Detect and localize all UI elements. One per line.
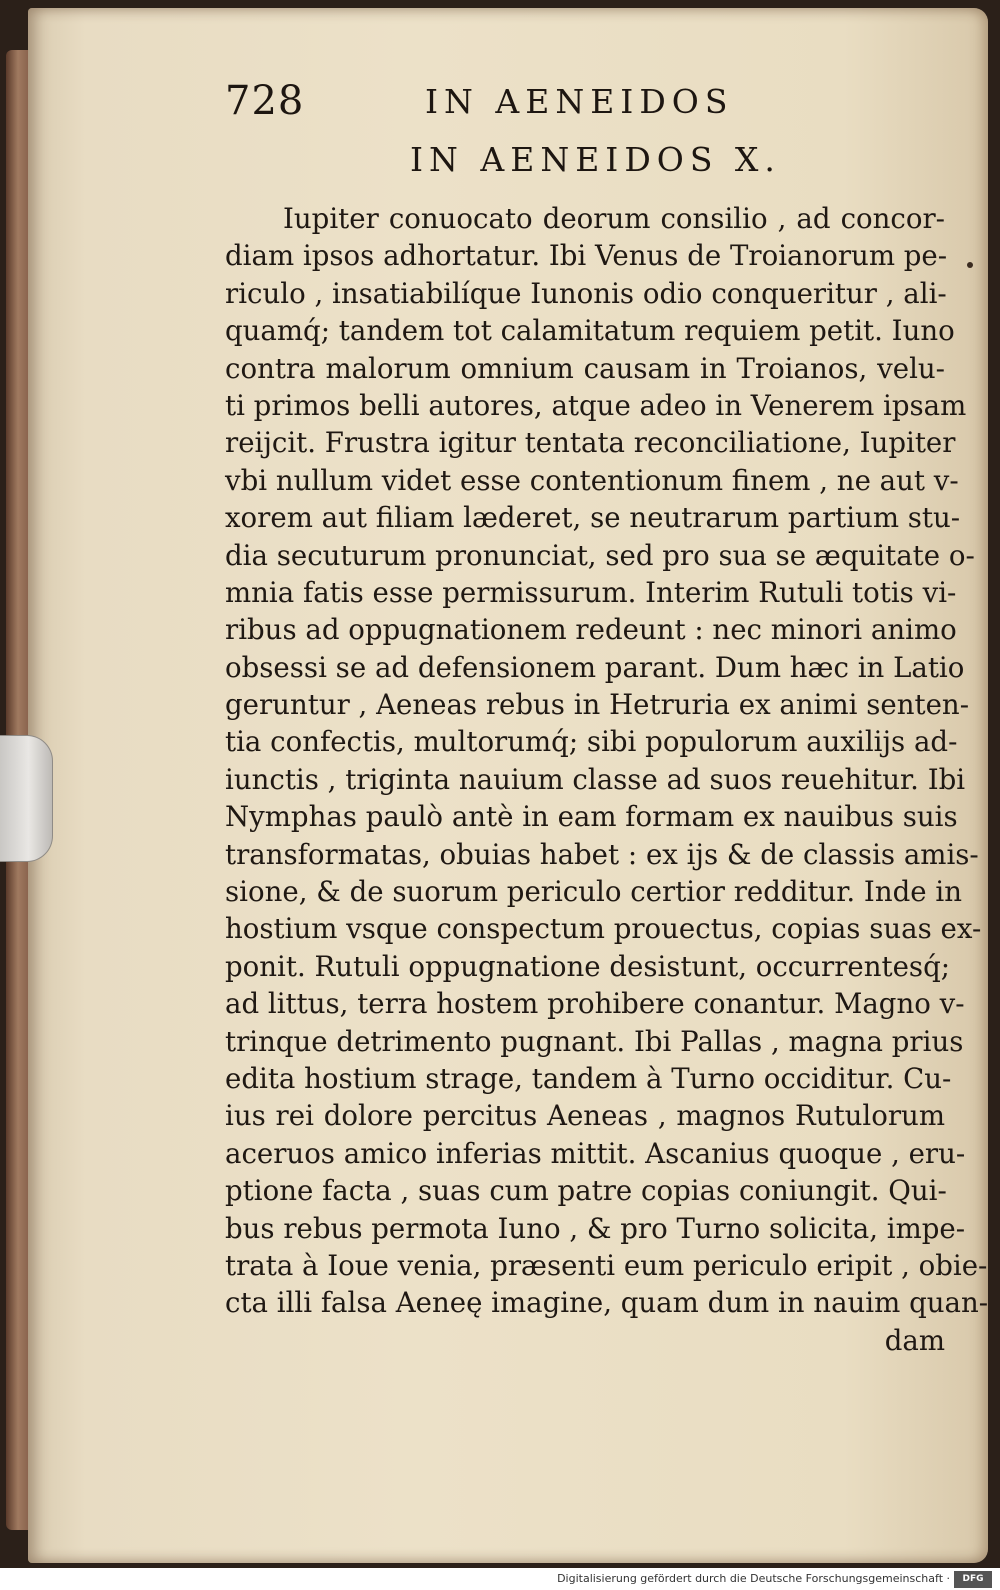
footer-bar — [0, 1568, 1000, 1590]
section-title: IN AENEIDOS X. — [410, 140, 781, 179]
text-line: bus rebus permota Iuno , & pro Turno solicita, impe- — [225, 1211, 966, 1245]
running-head — [225, 78, 945, 128]
margin-mark — [967, 262, 973, 268]
text-line: dam — [884, 1323, 945, 1357]
running-title: IN AENEIDOS — [425, 82, 734, 121]
page-number: 728 — [225, 78, 305, 124]
body-text — [225, 200, 989, 1359]
text-line: riculo , insatiabilíque Iunonis odio conqueritur , ali- — [225, 276, 947, 310]
text-line: transformatas, obuias habet : ex ijs & de classis amis- — [225, 837, 979, 871]
text-line: mnia fatis esse permissurum. Interim Rutuli totis vi- — [225, 575, 957, 609]
text-line: xorem aut filiam læderet, se neutrarum partium stu- — [225, 501, 961, 535]
text-line: edita hostium strage, tandem à Turno occiditur. Cu- — [225, 1061, 952, 1095]
text-line: ius rei dolore percitus Aeneas , magnos Rutulorum — [225, 1099, 945, 1133]
text-line: sione, & de suorum periculo certior redditur. Inde in — [225, 875, 962, 909]
page-clip-tab — [0, 735, 53, 862]
text-line: cta illi falsa Aeneę imagine, quam dum in nauim quan- — [225, 1286, 989, 1320]
text-line: trinque detrimento pugnant. Ibi Pallas , magna prius — [225, 1024, 964, 1058]
text-line: dia secuturum pronunciat, sed pro sua se æquitate o- — [225, 538, 975, 572]
text-line: geruntur , Aeneas rebus in Hetruria ex animi senten- — [225, 688, 970, 722]
text-line: ptione facta , suas cum patre copias coniungit. Qui- — [225, 1174, 947, 1208]
text-line: ribus ad oppugnationem redeunt : nec minori animo — [225, 613, 957, 647]
text-line: contra malorum omnium causam in Troianos, velu- — [225, 351, 945, 385]
text-line: hostium vsque conspectum prouectus, copias suas ex- — [225, 912, 982, 946]
text-line: aceruos amico inferias mittit. Ascanius quoque , eru- — [225, 1136, 966, 1170]
text-line: ponit. Rutuli oppugnatione desistunt, occurrentesq́; — [225, 949, 951, 983]
dfg-logo: DFG — [954, 1571, 992, 1588]
text-line: obsessi se ad defensionem parant. Dum hæc in Latio — [225, 650, 965, 684]
text-line: reijcit. Frustra igitur tentata reconciliatione, Iupiter — [225, 426, 956, 460]
text-line: iunctis , triginta nauium classe ad suos reuehitur. Ibi — [225, 762, 966, 796]
text-line: diam ipsos adhortatur. Ibi Venus de Troianorum pe- — [225, 239, 948, 273]
text-line: Nymphas paulò antè in eam formam ex nauibus suis — [225, 800, 958, 834]
text-line: quamq́; tandem tot calamitatum requiem petit. Iuno — [225, 314, 955, 348]
text-line: ad littus, terra hostem prohibere conantur. Magno v- — [225, 987, 965, 1021]
text-line: ti primos belli autores, atque adeo in Venerem ipsam — [225, 388, 967, 422]
text-line: trata à Ioue venia, præsenti eum periculo eripit , obie- — [225, 1248, 988, 1282]
text-line: vbi nullum videt esse contentionum finem , ne aut v- — [225, 463, 959, 497]
footer-credit: Digitalisierung gefördert durch die Deutsche Forschungsgemeinschaft · — [557, 1572, 950, 1585]
text-line: Iupiter conuocato deorum consilio , ad concor- — [283, 202, 945, 235]
text-line: tia confectis, multorumq́; sibi populorum auxilijs ad- — [225, 725, 958, 759]
